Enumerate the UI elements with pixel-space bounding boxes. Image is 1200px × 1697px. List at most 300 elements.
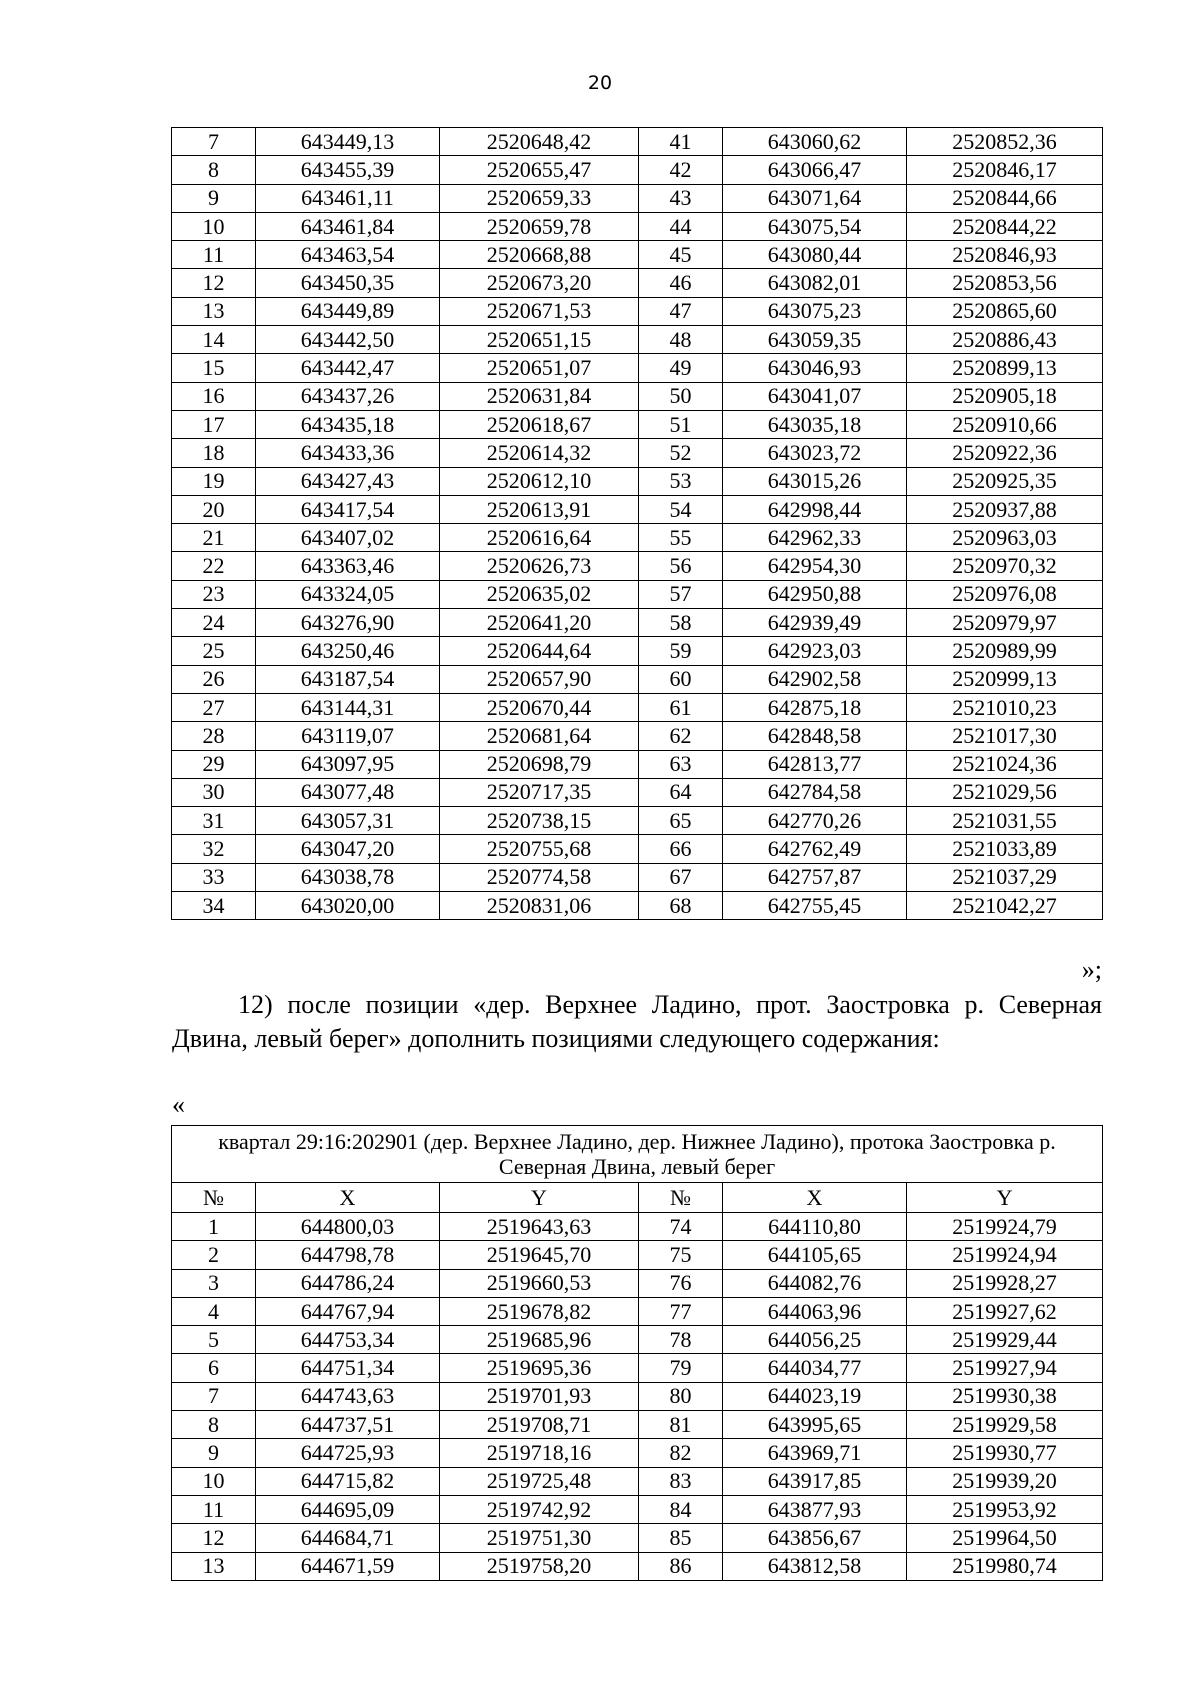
table-cell-coord-y: 2519725,48: [440, 1467, 639, 1495]
table-cell-coord-x: 644034,77: [723, 1354, 907, 1382]
table-cell-coord-y: 2519718,16: [440, 1439, 639, 1467]
table-cell-coord-y: 2519929,44: [907, 1326, 1103, 1354]
table-cell-point-number: 47: [639, 297, 723, 325]
table-row: [172, 1495, 1103, 1523]
table-cell-coord-x: 644671,59: [256, 1552, 440, 1580]
table-row: [172, 778, 1103, 806]
table-cell-coord-x: 643437,26: [256, 382, 440, 410]
table-cell-coord-y: 2519929,58: [907, 1411, 1103, 1439]
table-cell-coord-x: 643187,54: [256, 665, 440, 693]
table-cell-point-number: 33: [172, 863, 256, 891]
table-cell-coord-x: 644105,65: [723, 1241, 907, 1269]
table-cell-point-number: 1: [172, 1213, 256, 1241]
table-row: [172, 1354, 1103, 1382]
table-cell-coord-x: 643075,23: [723, 297, 907, 325]
table-cell-point-number: 76: [639, 1269, 723, 1297]
table-cell-point-number: 13: [172, 1552, 256, 1580]
table-row: [172, 665, 1103, 693]
header-y-right: Y: [907, 1183, 1103, 1213]
table-cell-coord-y: 2519678,82: [440, 1297, 639, 1325]
table-cell-point-number: 25: [172, 637, 256, 665]
table-cell-point-number: 42: [639, 156, 723, 184]
table-cell-coord-x: 643041,07: [723, 382, 907, 410]
table-row: [172, 693, 1103, 721]
table-cell-coord-y: 2519924,94: [907, 1241, 1103, 1269]
table-cell-point-number: 58: [639, 609, 723, 637]
table-cell-point-number: 43: [639, 184, 723, 212]
table-cell-point-number: 30: [172, 778, 256, 806]
table-cell-coord-x: 643059,35: [723, 326, 907, 354]
table-cell-coord-x: 643461,11: [256, 184, 440, 212]
table-cell-coord-x: 644751,34: [256, 1354, 440, 1382]
table-row: [172, 184, 1103, 212]
table-cell-coord-y: 2520844,66: [907, 184, 1103, 212]
table-cell-coord-x: 644082,76: [723, 1269, 907, 1297]
table-cell-point-number: 45: [639, 241, 723, 269]
table-cell-coord-y: 2520618,67: [440, 410, 639, 438]
table-cell-coord-x: 643046,93: [723, 354, 907, 382]
table-cell-point-number: 18: [172, 439, 256, 467]
table-row: [172, 750, 1103, 778]
table-cell-coord-x: 643047,20: [256, 835, 440, 863]
table-cell-coord-x: 643276,90: [256, 609, 440, 637]
table-row: [172, 1524, 1103, 1552]
table-cell-coord-y: 2519980,74: [907, 1552, 1103, 1580]
table-cell-point-number: 5: [172, 1326, 256, 1354]
table-cell-coord-y: 2520831,06: [440, 892, 639, 920]
table-cell-coord-x: 642998,44: [723, 495, 907, 523]
table-cell-coord-y: 2520846,17: [907, 156, 1103, 184]
table-cell-coord-x: 643442,50: [256, 326, 440, 354]
table-cell-coord-x: 643812,58: [723, 1552, 907, 1580]
header-number-left: №: [172, 1183, 256, 1213]
table-row: [172, 1213, 1103, 1241]
table-cell-point-number: 50: [639, 382, 723, 410]
table-cell-coord-y: 2520648,42: [440, 128, 639, 156]
table-row: [172, 382, 1103, 410]
table-cell-coord-x: 644767,94: [256, 1297, 440, 1325]
table-cell-coord-y: 2519645,70: [440, 1241, 639, 1269]
table-cell-coord-y: 2520989,99: [907, 637, 1103, 665]
table-row: [172, 297, 1103, 325]
table-cell-point-number: 75: [639, 1241, 723, 1269]
table-cell-coord-y: 2520852,36: [907, 128, 1103, 156]
table-cell-point-number: 6: [172, 1354, 256, 1382]
table-cell-coord-x: 643455,39: [256, 156, 440, 184]
table-cell-point-number: 52: [639, 439, 723, 467]
table-cell-coord-y: 2520853,56: [907, 269, 1103, 297]
table-cell-point-number: 57: [639, 580, 723, 608]
table-cell-coord-y: 2520635,02: [440, 580, 639, 608]
table-cell-coord-y: 2520671,53: [440, 297, 639, 325]
table-cell-coord-y: 2520651,07: [440, 354, 639, 382]
table-cell-point-number: 63: [639, 750, 723, 778]
table-cell-coord-x: 642770,26: [723, 807, 907, 835]
table-cell-coord-x: 644063,96: [723, 1297, 907, 1325]
table-cell-coord-y: 2520626,73: [440, 552, 639, 580]
header-x-left: X: [256, 1183, 440, 1213]
table-cell-coord-x: 643057,31: [256, 807, 440, 835]
table-cell-coord-x: 644695,09: [256, 1495, 440, 1523]
table-cell-point-number: 14: [172, 326, 256, 354]
table-cell-coord-y: 2520668,88: [440, 241, 639, 269]
table-cell-coord-x: 643442,47: [256, 354, 440, 382]
table-cell-coord-y: 2520613,91: [440, 495, 639, 523]
table-cell-coord-y: 2519930,38: [907, 1382, 1103, 1410]
table-cell-point-number: 11: [172, 1495, 256, 1523]
table-cell-coord-x: 643324,05: [256, 580, 440, 608]
table-cell-coord-y: 2521033,89: [907, 835, 1103, 863]
table-cell-coord-x: 643038,78: [256, 863, 440, 891]
table-cell-point-number: 17: [172, 410, 256, 438]
table-row: [172, 410, 1103, 438]
table-cell-coord-x: 643450,35: [256, 269, 440, 297]
table-cell-coord-x: 642813,77: [723, 750, 907, 778]
table-row: [172, 326, 1103, 354]
table-cell-coord-x: 643066,47: [723, 156, 907, 184]
table-cell-coord-x: 644798,78: [256, 1241, 440, 1269]
table-cell-point-number: 74: [639, 1213, 723, 1241]
table-cell-coord-x: 643023,72: [723, 439, 907, 467]
table-cell-coord-x: 644684,71: [256, 1524, 440, 1552]
table-cell-coord-y: 2521031,55: [907, 807, 1103, 835]
table-cell-coord-x: 643449,13: [256, 128, 440, 156]
table-cell-coord-y: 2519751,30: [440, 1524, 639, 1552]
table-cell-coord-y: 2520905,18: [907, 382, 1103, 410]
table-cell-point-number: 21: [172, 524, 256, 552]
table-cell-coord-x: 643969,71: [723, 1439, 907, 1467]
table-cell-coord-y: 2519953,92: [907, 1495, 1103, 1523]
coordinates-table-continued: [171, 127, 1103, 920]
table-cell-point-number: 56: [639, 552, 723, 580]
table-caption-row: [172, 1126, 1103, 1183]
table-cell-coord-y: 2519742,92: [440, 1495, 639, 1523]
table-cell-coord-x: 642962,33: [723, 524, 907, 552]
table-cell-point-number: 16: [172, 382, 256, 410]
table-cell-coord-x: 644737,51: [256, 1411, 440, 1439]
table-cell-point-number: 55: [639, 524, 723, 552]
table-cell-coord-y: 2520659,78: [440, 212, 639, 240]
table-cell-point-number: 61: [639, 693, 723, 721]
table-cell-point-number: 8: [172, 156, 256, 184]
table-cell-coord-y: 2519701,93: [440, 1382, 639, 1410]
table-cell-point-number: 84: [639, 1495, 723, 1523]
table-row: [172, 212, 1103, 240]
table-cell-coord-x: 644786,24: [256, 1269, 440, 1297]
table-cell-point-number: 22: [172, 552, 256, 580]
table-cell-coord-x: 644056,25: [723, 1326, 907, 1354]
table-cell-coord-x: 643119,07: [256, 722, 440, 750]
table-cell-coord-x: 642902,58: [723, 665, 907, 693]
table-cell-point-number: 86: [639, 1552, 723, 1580]
amendment-paragraph: [172, 988, 1102, 1056]
table-row: [172, 1552, 1103, 1580]
table-cell-point-number: 4: [172, 1297, 256, 1325]
table-cell-coord-x: 644800,03: [256, 1213, 440, 1241]
table-cell-coord-y: 2521024,36: [907, 750, 1103, 778]
table-cell-coord-y: 2520651,15: [440, 326, 639, 354]
table-row: [172, 1439, 1103, 1467]
table-row: [172, 609, 1103, 637]
table-cell-coord-y: 2520657,90: [440, 665, 639, 693]
table-cell-coord-y: 2520655,47: [440, 156, 639, 184]
coordinates-table-continued-body: [172, 128, 1103, 920]
closing-quote: »;: [1081, 955, 1102, 984]
table-cell-coord-y: 2519964,50: [907, 1524, 1103, 1552]
table-cell-coord-x: 644023,19: [723, 1382, 907, 1410]
table-cell-coord-x: 643075,54: [723, 212, 907, 240]
table-cell-coord-y: 2519930,77: [907, 1439, 1103, 1467]
table-cell-coord-y: 2521042,27: [907, 892, 1103, 920]
table-cell-coord-y: 2520979,97: [907, 609, 1103, 637]
table-row: [172, 1382, 1103, 1410]
table-cell-coord-y: 2520631,84: [440, 382, 639, 410]
table-cell-coord-y: 2519660,53: [440, 1269, 639, 1297]
table-cell-coord-x: 643407,02: [256, 524, 440, 552]
table-cell-point-number: 28: [172, 722, 256, 750]
table-cell-coord-x: 643035,18: [723, 410, 907, 438]
table-cell-point-number: 27: [172, 693, 256, 721]
table-cell-coord-y: 2520673,20: [440, 269, 639, 297]
table-cell-point-number: 7: [172, 128, 256, 156]
table-row: [172, 241, 1103, 269]
table-cell-coord-x: 642923,03: [723, 637, 907, 665]
table-cell-coord-x: 643363,46: [256, 552, 440, 580]
table-cell-coord-y: 2520612,10: [440, 467, 639, 495]
header-number-right: №: [639, 1183, 723, 1213]
table-cell-coord-x: 643097,95: [256, 750, 440, 778]
table-cell-coord-x: 642784,58: [723, 778, 907, 806]
table-cell-coord-x: 643077,48: [256, 778, 440, 806]
table-cell-point-number: 34: [172, 892, 256, 920]
table-cell-coord-y: 2520717,35: [440, 778, 639, 806]
table-cell-coord-y: 2519927,62: [907, 1297, 1103, 1325]
table-cell-coord-x: 643144,31: [256, 693, 440, 721]
table-cell-coord-y: 2519758,20: [440, 1552, 639, 1580]
table-cell-point-number: 54: [639, 495, 723, 523]
table-row: [172, 1269, 1103, 1297]
table-cell-coord-x: 643995,65: [723, 1411, 907, 1439]
table-cell-point-number: 78: [639, 1326, 723, 1354]
table-cell-coord-y: 2520774,58: [440, 863, 639, 891]
table-cell-point-number: 65: [639, 807, 723, 835]
table-cell-point-number: 26: [172, 665, 256, 693]
table-cell-point-number: 8: [172, 1411, 256, 1439]
table-cell-coord-y: 2520963,03: [907, 524, 1103, 552]
table-cell-coord-y: 2520922,36: [907, 439, 1103, 467]
table-cell-point-number: 62: [639, 722, 723, 750]
table-cell-point-number: 20: [172, 495, 256, 523]
table-cell-coord-y: 2520970,32: [907, 552, 1103, 580]
table-cell-coord-y: 2519695,36: [440, 1354, 639, 1382]
table-cell-coord-x: 643435,18: [256, 410, 440, 438]
table-cell-point-number: 29: [172, 750, 256, 778]
table-cell-point-number: 41: [639, 128, 723, 156]
table-row: [172, 722, 1103, 750]
table-cell-point-number: 10: [172, 1467, 256, 1495]
table-row: [172, 637, 1103, 665]
header-y-left: Y: [440, 1183, 639, 1213]
table-cell-coord-y: 2519708,71: [440, 1411, 639, 1439]
table-cell-coord-y: 2520937,88: [907, 495, 1103, 523]
table-row: [172, 1297, 1103, 1325]
table-cell-point-number: 3: [172, 1269, 256, 1297]
table-cell-coord-x: 644743,63: [256, 1382, 440, 1410]
table-cell-coord-y: 2520999,13: [907, 665, 1103, 693]
table-cell-point-number: 85: [639, 1524, 723, 1552]
table-cell-coord-x: 644753,34: [256, 1326, 440, 1354]
table-cell-coord-y: 2520910,66: [907, 410, 1103, 438]
table-cell-coord-y: 2520738,15: [440, 807, 639, 835]
table-cell-coord-x: 643250,46: [256, 637, 440, 665]
table-row: [172, 1411, 1103, 1439]
table-cell-coord-y: 2519939,20: [907, 1467, 1103, 1495]
table-cell-coord-x: 642762,49: [723, 835, 907, 863]
table-row: [172, 807, 1103, 835]
table-cell-coord-x: 642939,49: [723, 609, 907, 637]
table-cell-coord-x: 642954,30: [723, 552, 907, 580]
table-cell-coord-x: 643461,84: [256, 212, 440, 240]
table-cell-coord-x: 643020,00: [256, 892, 440, 920]
table-cell-point-number: 81: [639, 1411, 723, 1439]
table-row: [172, 863, 1103, 891]
coordinates-table-new-body: [172, 1213, 1103, 1581]
table-row: [172, 1467, 1103, 1495]
table-cell-coord-y: 2519643,63: [440, 1213, 639, 1241]
table-cell-point-number: 77: [639, 1297, 723, 1325]
table-row: [172, 495, 1103, 523]
table-cell-coord-x: 643417,54: [256, 495, 440, 523]
table-cell-coord-x: 644725,93: [256, 1439, 440, 1467]
table-cell-coord-x: 642755,45: [723, 892, 907, 920]
table-cell-point-number: 59: [639, 637, 723, 665]
table-row: [172, 269, 1103, 297]
table-cell-coord-x: 643060,62: [723, 128, 907, 156]
table-cell-point-number: 51: [639, 410, 723, 438]
table-cell-coord-y: 2520865,60: [907, 297, 1103, 325]
table-cell-point-number: 83: [639, 1467, 723, 1495]
table-cell-point-number: 53: [639, 467, 723, 495]
table-row: [172, 128, 1103, 156]
table-cell-coord-y: 2520844,22: [907, 212, 1103, 240]
table-cell-coord-x: 644110,80: [723, 1213, 907, 1241]
table-cell-coord-y: 2520925,35: [907, 467, 1103, 495]
table-cell-coord-y: 2520886,43: [907, 326, 1103, 354]
table-cell-point-number: 68: [639, 892, 723, 920]
table-cell-point-number: 12: [172, 1524, 256, 1552]
opening-quote: «: [172, 1090, 185, 1119]
table-cell-coord-y: 2520681,64: [440, 722, 639, 750]
coordinates-table-new: [171, 1125, 1103, 1581]
table-cell-point-number: 60: [639, 665, 723, 693]
table-cell-point-number: 11: [172, 241, 256, 269]
table-cell-coord-y: 2520670,44: [440, 693, 639, 721]
table-cell-point-number: 19: [172, 467, 256, 495]
table-cell-point-number: 49: [639, 354, 723, 382]
table-cell-coord-y: 2521029,56: [907, 778, 1103, 806]
amendment-text: 12) после позиции «дер. Верхнее Ладино, прот. Заостровка р. Северная Двина, левый берег» дополнить позициями следующего содержания:: [172, 990, 1102, 1053]
table-cell-coord-y: 2521010,23: [907, 693, 1103, 721]
table-row: [172, 467, 1103, 495]
table-cell-point-number: 67: [639, 863, 723, 891]
table-cell-coord-y: 2520616,64: [440, 524, 639, 552]
table-cell-coord-y: 2520659,33: [440, 184, 639, 212]
table-row: [172, 835, 1103, 863]
header-x-right: X: [723, 1183, 907, 1213]
table-cell-point-number: 46: [639, 269, 723, 297]
table-row: [172, 1241, 1103, 1269]
table-cell-coord-x: 644715,82: [256, 1467, 440, 1495]
table-cell-point-number: 23: [172, 580, 256, 608]
table-cell-coord-y: 2520976,08: [907, 580, 1103, 608]
table-row: [172, 892, 1103, 920]
table-row: [172, 580, 1103, 608]
table-cell-coord-x: 642950,88: [723, 580, 907, 608]
table-row: [172, 439, 1103, 467]
table-cell-point-number: 12: [172, 269, 256, 297]
table-cell-point-number: 31: [172, 807, 256, 835]
table-cell-coord-x: 643080,44: [723, 241, 907, 269]
table-cell-point-number: 48: [639, 326, 723, 354]
table-cell-coord-x: 643071,64: [723, 184, 907, 212]
table-cell-coord-x: 643082,01: [723, 269, 907, 297]
table-cell-coord-y: 2520899,13: [907, 354, 1103, 382]
table-cell-coord-x: 643427,43: [256, 467, 440, 495]
table-cell-point-number: 66: [639, 835, 723, 863]
table-cell-coord-y: 2520641,20: [440, 609, 639, 637]
table-cell-coord-x: 642875,18: [723, 693, 907, 721]
table-cell-point-number: 82: [639, 1439, 723, 1467]
table-cell-point-number: 79: [639, 1354, 723, 1382]
table-cell-coord-x: 643449,89: [256, 297, 440, 325]
table-cell-coord-y: 2519685,96: [440, 1326, 639, 1354]
table-cell-coord-x: 642757,87: [723, 863, 907, 891]
page-number: 20: [587, 72, 613, 94]
table-cell-coord-x: 643856,67: [723, 1524, 907, 1552]
table-cell-coord-y: 2521037,29: [907, 863, 1103, 891]
table-cell-coord-y: 2520698,79: [440, 750, 639, 778]
table-cell-point-number: 7: [172, 1382, 256, 1410]
table-cell-point-number: 10: [172, 212, 256, 240]
table-cell-coord-y: 2519927,94: [907, 1354, 1103, 1382]
table-cell-point-number: 15: [172, 354, 256, 382]
table-cell-coord-y: 2520755,68: [440, 835, 639, 863]
table-cell-point-number: 64: [639, 778, 723, 806]
table-cell-coord-x: 643877,93: [723, 1495, 907, 1523]
table-row: [172, 524, 1103, 552]
table-cell-point-number: 44: [639, 212, 723, 240]
table-row: [172, 1326, 1103, 1354]
table-row: [172, 156, 1103, 184]
table-cell-coord-x: 642848,58: [723, 722, 907, 750]
table-cell-coord-x: 643015,26: [723, 467, 907, 495]
table-header-row: [172, 1183, 1103, 1213]
table-cell-coord-y: 2521017,30: [907, 722, 1103, 750]
table-cell-coord-x: 643917,85: [723, 1467, 907, 1495]
table-cell-point-number: 80: [639, 1382, 723, 1410]
table-cell-coord-x: 643433,36: [256, 439, 440, 467]
table-row: [172, 552, 1103, 580]
table-cell-point-number: 32: [172, 835, 256, 863]
table-cell-coord-y: 2520644,64: [440, 637, 639, 665]
table-cell-coord-y: 2519924,79: [907, 1213, 1103, 1241]
table-cell-point-number: 2: [172, 1241, 256, 1269]
table-cell-point-number: 9: [172, 184, 256, 212]
table-cell-point-number: 13: [172, 297, 256, 325]
table-cell-coord-y: 2520846,93: [907, 241, 1103, 269]
table-cell-coord-x: 643463,54: [256, 241, 440, 269]
table-cell-point-number: 24: [172, 609, 256, 637]
